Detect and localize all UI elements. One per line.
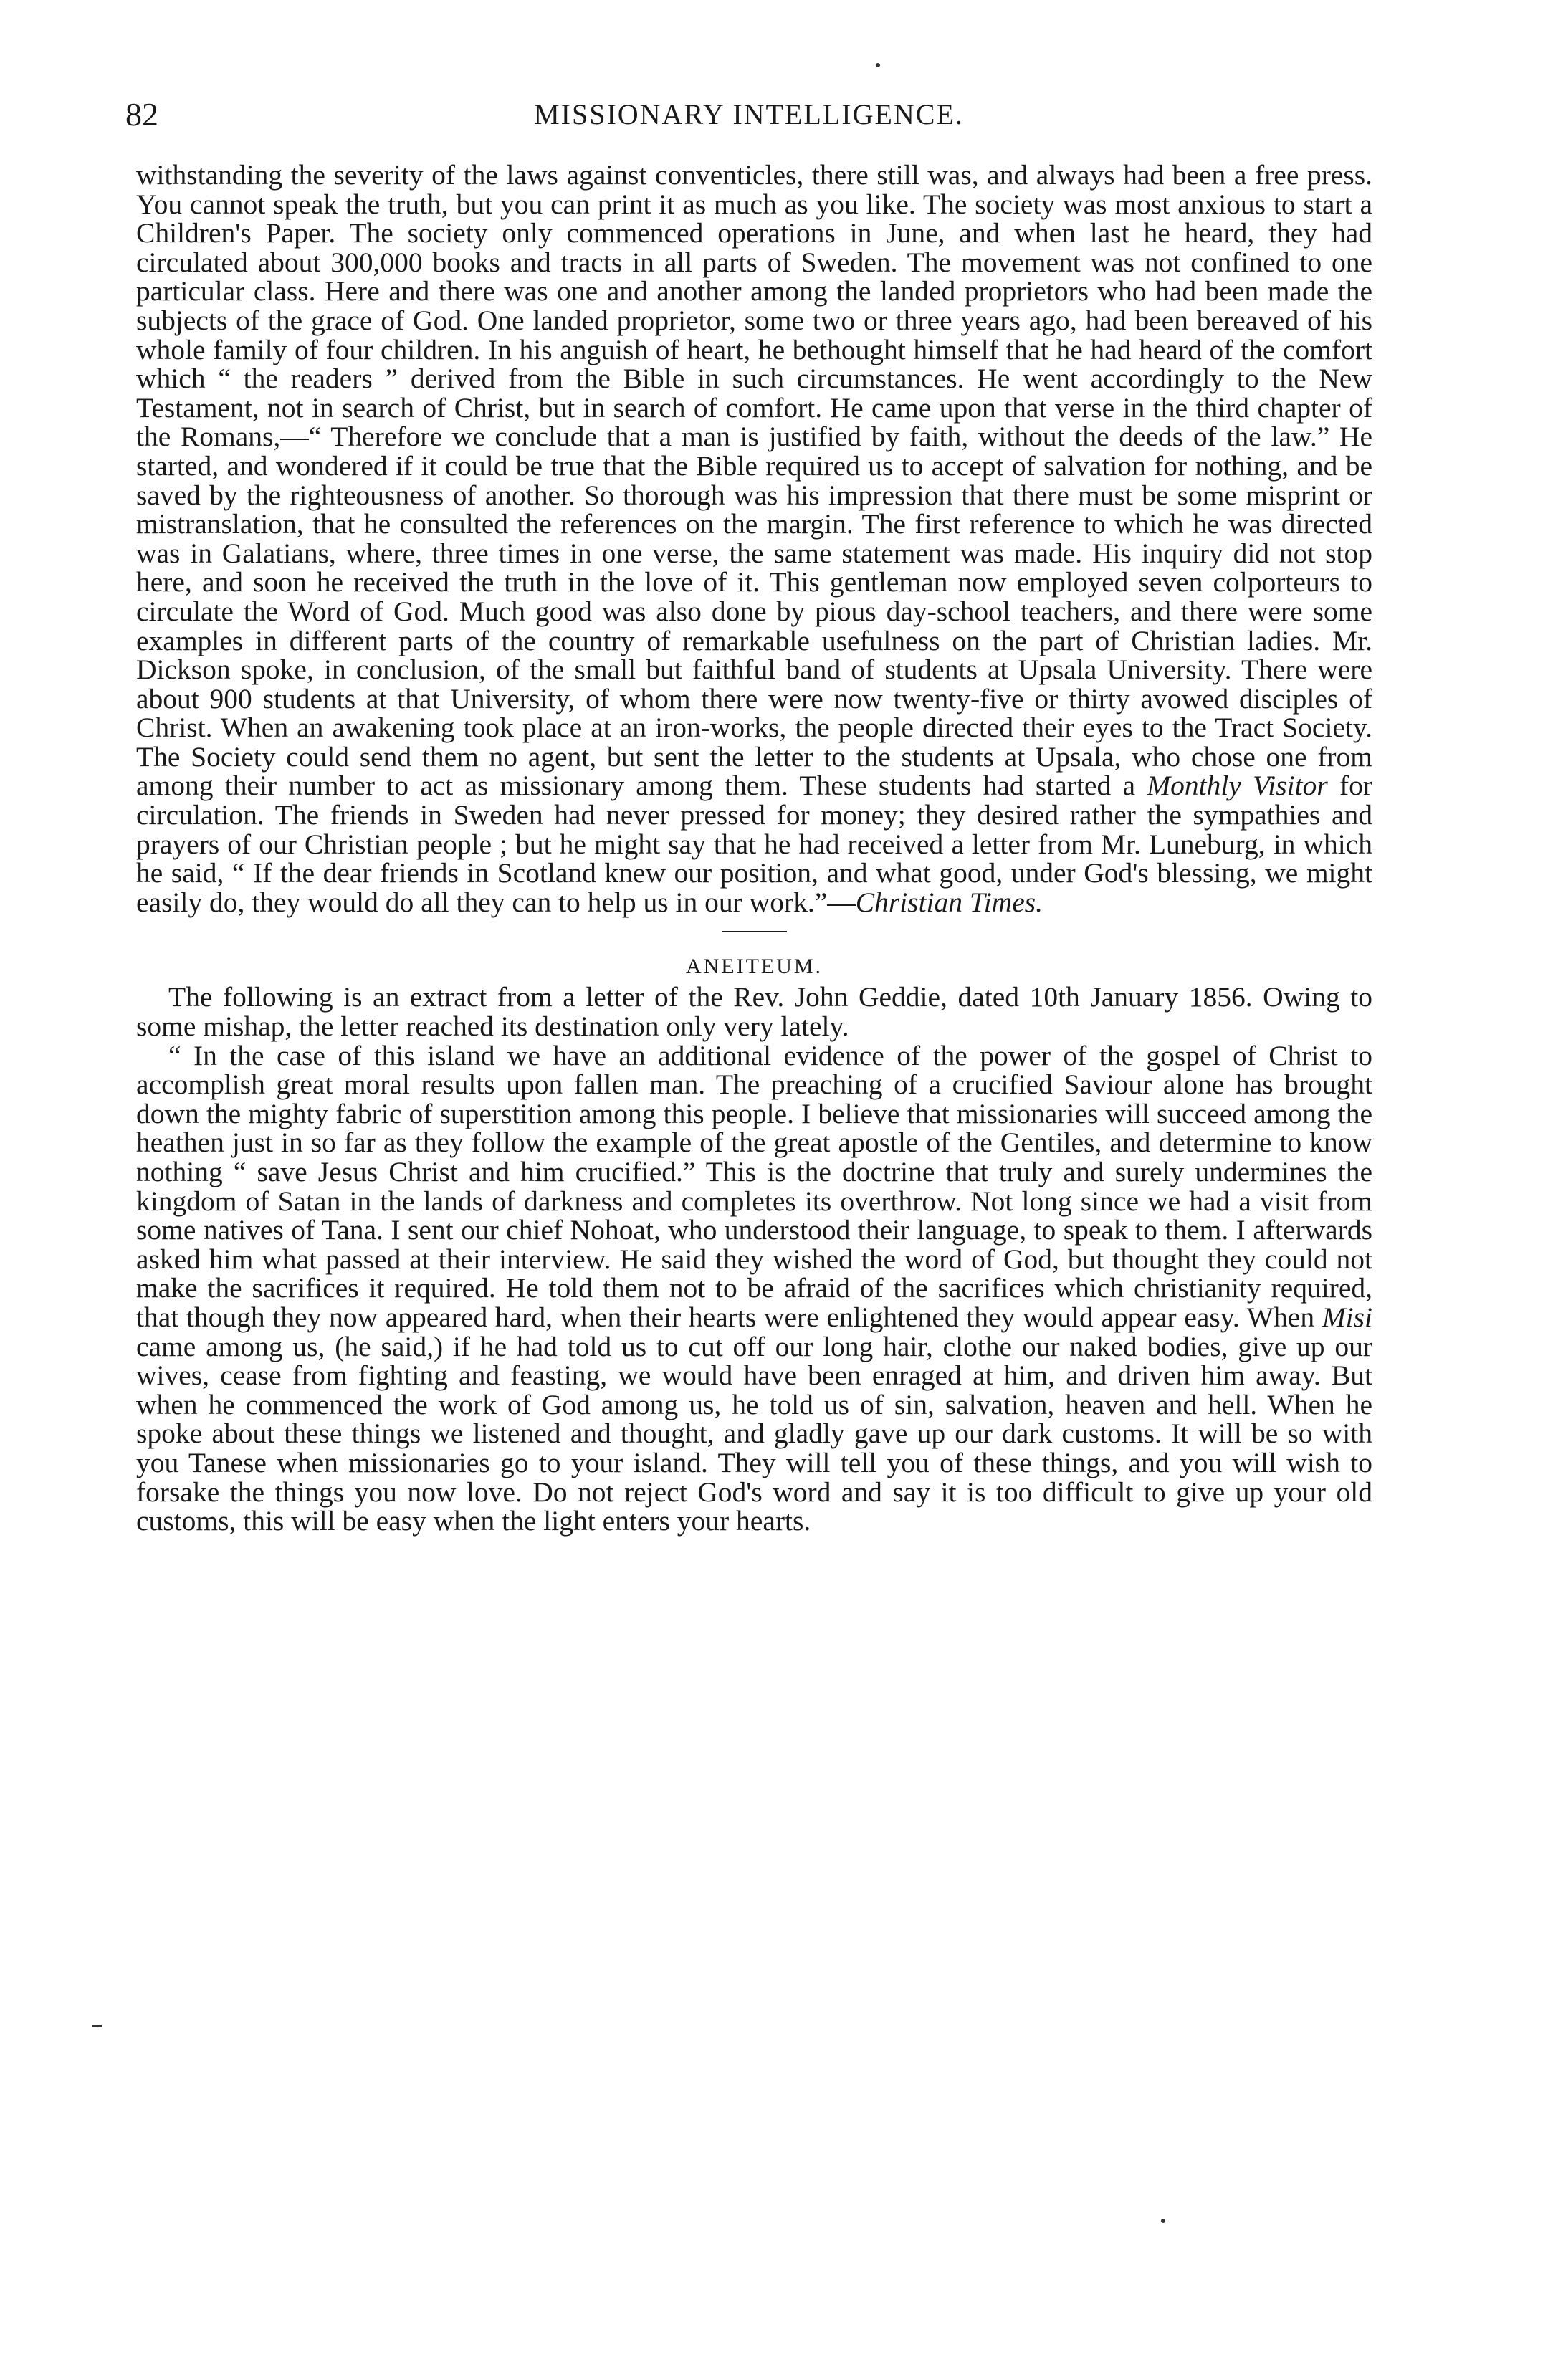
source-citation: Christian Times. [855, 886, 1043, 918]
print-speck [876, 63, 880, 67]
italic-word: Misi [1322, 1301, 1372, 1333]
paragraph-letter-extract [136, 1041, 1372, 1536]
periodical-title: Monthly Visitor [1147, 770, 1328, 802]
paragraph-text: withstanding the severity of the laws against conventicles, there still was, and always had been a free press. You cannot speak the truth, but you can print it as much as you like. The society was most anxious to start a Children's Paper. The society only commenced operations in June, and when last he heard, they had circulated about 300,000 books and tracts in all parts of Sweden. The movement was not confined to one particular class. Here and there was one and another among the landed proprietors who had been made the subjects of the grace of God. One landed proprietor, some two or three years ago, had been bereaved of his whole family of four children. In his anguish of heart, he bethought himself that he had heard of the comfort which “ the readers ” derived from the Bible in such circumstances. He went accordingly to the New Testament, not in search of Christ, but in search of comfort. He came upon that verse in the third chapter of the Romans,—“ Therefore we conclude that a man is justified by faith, without the deeds of the law.” He started, and wondered if it could be true that the Bible required us to accept of salvation for nothing, and be saved by the righteousness of another. So thorough was his impression that there must be some misprint or mistranslation, that he consulted the references on the margin. The first reference to which he was directed was in Galatians, where, three times in one verse, the same statement was made. His inquiry did not stop here, and soon he received the truth in the love of it. This gentleman now employed seven colporteurs to circulate the Word of God. Much good was also done by pious day-school teachers, and there were some examples in different parts of the country of remarkable usefulness on the part of Christian ladies. Mr. Dickson spoke, in conclusion, of the small but faithful band of students at Upsala University. There were about 900 students at that University, of whom there were now twenty-five or thirty avowed disciples of Christ. When an awakening took place at an iron-works, the people directed their eyes to the Tract Society. The Society could send them no agent, but sent the letter to the students at Upsala, who chose one from among their number to act as missionary among them. These students had started a [136, 159, 1372, 802]
page-number: 82 [125, 96, 158, 133]
paragraph-text: came among us, (he said,) if he had told us to cut off our long hair, clothe our naked bodies, give up our wives, cease from fighting and feasting, we would have been enraged at him, and driven him away. But when he commenced the work of God among us, he told us of sin, salvation, heaven and hell. When he spoke about these things we listened and thought, and gladly gave up our dark customs. It will be so with you Tanese when missionaries go to your island. They will tell you of these things, and you will wish to forsake the things you now love. Do not reject God's word and say it is too difficult to give up your old customs, this will be easy when the light enters your hearts. [136, 1330, 1372, 1537]
paragraph-sweden-report [136, 161, 1372, 917]
paragraph-text: “ In the case of this island we have an additional evidence of the power of the gospel of Christ to accomplish great moral results upon fallen man. The preaching of a crucified Saviour alone has brought down the mighty fabric of superstition among this people. I believe that missionaries will succeed among the heathen just in so far as they follow the example of the great apostle of the Gentiles, and determine to know nothing “ save Jesus Christ and him crucified.” This is the doctrine that truly and surely undermines the kingdom of Satan in the lands of darkness and completes its overthrow. Not long since we had a visit from some natives of Tana. I sent our chief Nohoat, who understood their language, to speak to them. I afterwards asked him what passed at their interview. He said they wished the word of God, but thought they could not make the sacrifices it required. He told them not to be afraid of the sacrifices which christianity required, that though they now appeared hard, when their hearts were enlightened they would appear easy. When [136, 1039, 1372, 1333]
section-divider [722, 931, 787, 932]
margin-mark [92, 2025, 102, 2027]
section-heading: ANEITEUM. [685, 955, 823, 979]
print-speck [1161, 2219, 1165, 2223]
body-text [136, 161, 1372, 1536]
page-header [125, 93, 1372, 136]
paragraph-introduction: The following is an extract from a letter of the Rev. John Geddie, dated 10th January 1856. Owing to some mishap, the letter reached its destination only very lately. [136, 981, 1372, 1043]
paragraph-text: for circulation. The friends in Sweden had never pressed for money; they desired rather the sympathies and prayers of our Christian people ; but he might say that he had received a letter from Mr. Luneburg, in which he said, “ If the dear friends in Scotland knew our position, and what good, under God's blessing, we might easily do, they would do all they can to help us in our work.”— [136, 770, 1373, 918]
running-head: MISSIONARY INTELLIGENCE. [534, 98, 964, 130]
